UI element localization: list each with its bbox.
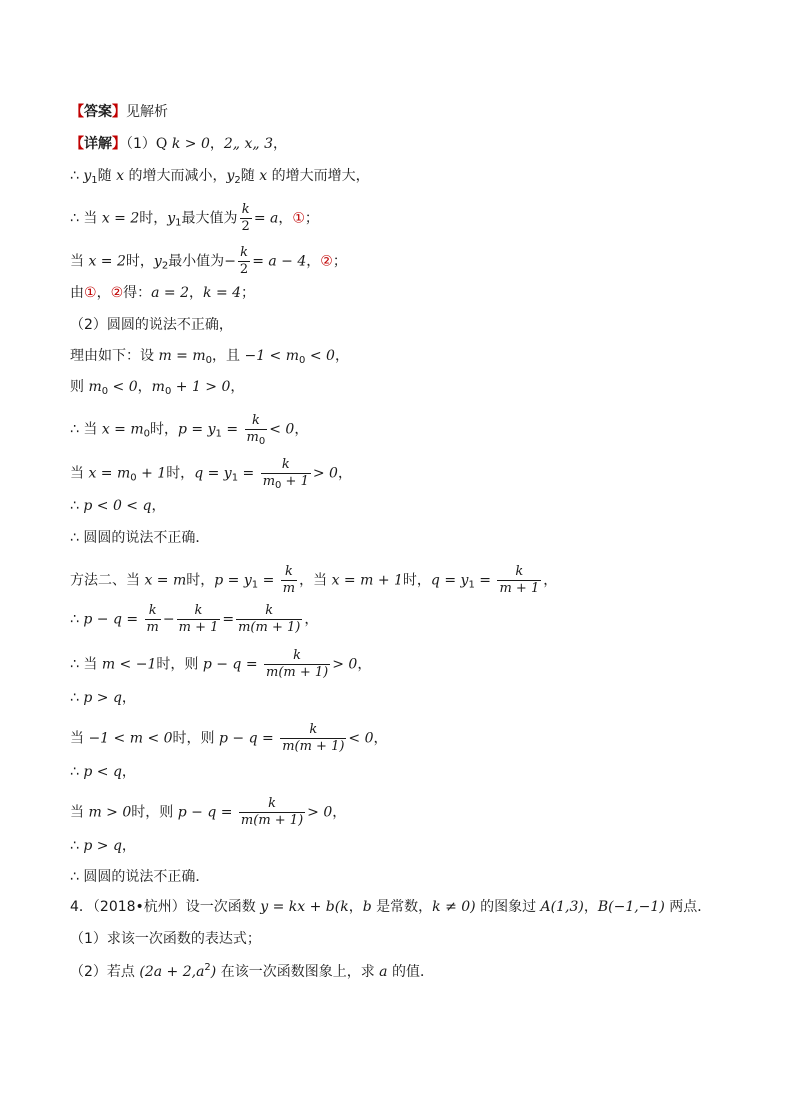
- answer-text: 见解析: [126, 104, 168, 120]
- detail-line-17: 当 −1 < m < 0时，则 p − q = $\frac{k}{m(m + 1)}$ < 0，: [70, 722, 388, 754]
- detail-line-9: ∴ 当 $x = m_0$时，$p = y_1$ = $\frac{k}{m_0}$ < 0，: [70, 413, 309, 447]
- detail-line-4: 当 x = 2时，$y_2$最小值为− $\frac{k}{2}$ = a − 4，②；: [70, 245, 347, 277]
- detail-line-20: ∴ p > q，: [70, 838, 136, 854]
- detail-line-16: ∴ p > q，: [70, 690, 136, 706]
- fraction: $\frac{k}{m}$: [282, 564, 296, 596]
- detail-line-3: ∴ 当 x = 2时，$y_1$最大值为 $\frac{k}{2}$ = a，①；: [70, 202, 319, 234]
- detail-line-10: 当 $x = m_0 + 1$时，$q = y_1$ = $\frac{k}{m_0 + 1}$ > 0，: [70, 457, 352, 491]
- question-4-part-2: （2）若点 $(2a + 2,a^2)$ 在该一次函数图象上，求 a 的值．: [70, 962, 434, 980]
- detail-line-21: ∴ 圆圆的说法不正确．: [70, 869, 210, 885]
- detail-line-7: 理由如下：设 $m = m_0$，且 $-1 < m_0 < 0$，: [70, 348, 349, 366]
- detail-line-11: ∴ p < 0 < q，: [70, 498, 166, 514]
- detail-line-19: 当 m > 0时，则 p − q = $\frac{k}{m(m + 1)}$ > 0，: [70, 796, 347, 828]
- detail-line-12: ∴ 圆圆的说法不正确．: [70, 530, 210, 546]
- detail-tag: 【详解】: [70, 136, 126, 152]
- fraction: $\frac{k}{2}$: [241, 202, 250, 234]
- fraction: $\frac{k}{m(m + 1)}$: [266, 648, 329, 680]
- question-4-part-1: （1）求该一次函数的表达式；: [70, 931, 261, 947]
- detail-line-14: ∴ p − q = $\frac{k}{m}$ − $\frac{k}{m + 1}$ = $\frac{k}{m(m + 1)}$ ，: [70, 603, 319, 635]
- fraction: $\frac{k}{m(m + 1)}$: [240, 796, 304, 828]
- fraction: $\frac{k}{m(m + 1)}$: [238, 603, 301, 635]
- fraction: $\frac{k}{m_0}$: [246, 413, 266, 447]
- circled-one: ①: [292, 210, 305, 227]
- question-4-stem: 4．（2018•杭州）设一次函数 y = kx + b(k，b 是常数，k ≠ 0) 的图象过 A(1,3)，B(−1,−1) 两点．: [70, 899, 712, 915]
- fraction: $\frac{k}{m(m + 1)}$: [282, 722, 345, 754]
- detail-line-13: 方法二、当 x = m时，$p = y_1$ = $\frac{k}{m}$ ，当 x = m + 1时，$q = y_1$ = $\frac{k}{m + 1}$ ，: [70, 564, 558, 596]
- circled-two: ②: [320, 253, 333, 270]
- detail-line-6: （2）圆圆的说法不正确，: [70, 317, 233, 333]
- fraction: $\frac{k}{m_0 + 1}$: [262, 457, 309, 491]
- detail-line-18: ∴ p < q，: [70, 764, 136, 780]
- fraction: $\frac{k}{2}$: [239, 245, 249, 277]
- answer-tag: 【答案】: [70, 104, 126, 120]
- detail-line-2: ∴ $y_1$随 x 的增大而减小，$y_2$随 x 的增大而增大，: [70, 168, 370, 186]
- answer-line: [70, 102, 168, 122]
- detail-line-5: 由①，②得：a = 2，k = 4；: [70, 285, 256, 301]
- fraction: $\frac{k}{m}$: [146, 603, 159, 635]
- fraction: $\frac{k}{m + 1}$: [178, 603, 219, 635]
- detail-line-8: 则 $m_0 < 0$，$m_0 + 1 > 0$，: [70, 379, 245, 397]
- detail-line-15: ∴ 当 m < −1时，则 p − q = $\frac{k}{m(m + 1)}$ > 0，: [70, 648, 372, 680]
- detail-line-1: 【详解】（1）Q k > 0，2„ x„ 3，: [70, 136, 288, 152]
- fraction: $\frac{k}{m + 1}$: [499, 564, 540, 596]
